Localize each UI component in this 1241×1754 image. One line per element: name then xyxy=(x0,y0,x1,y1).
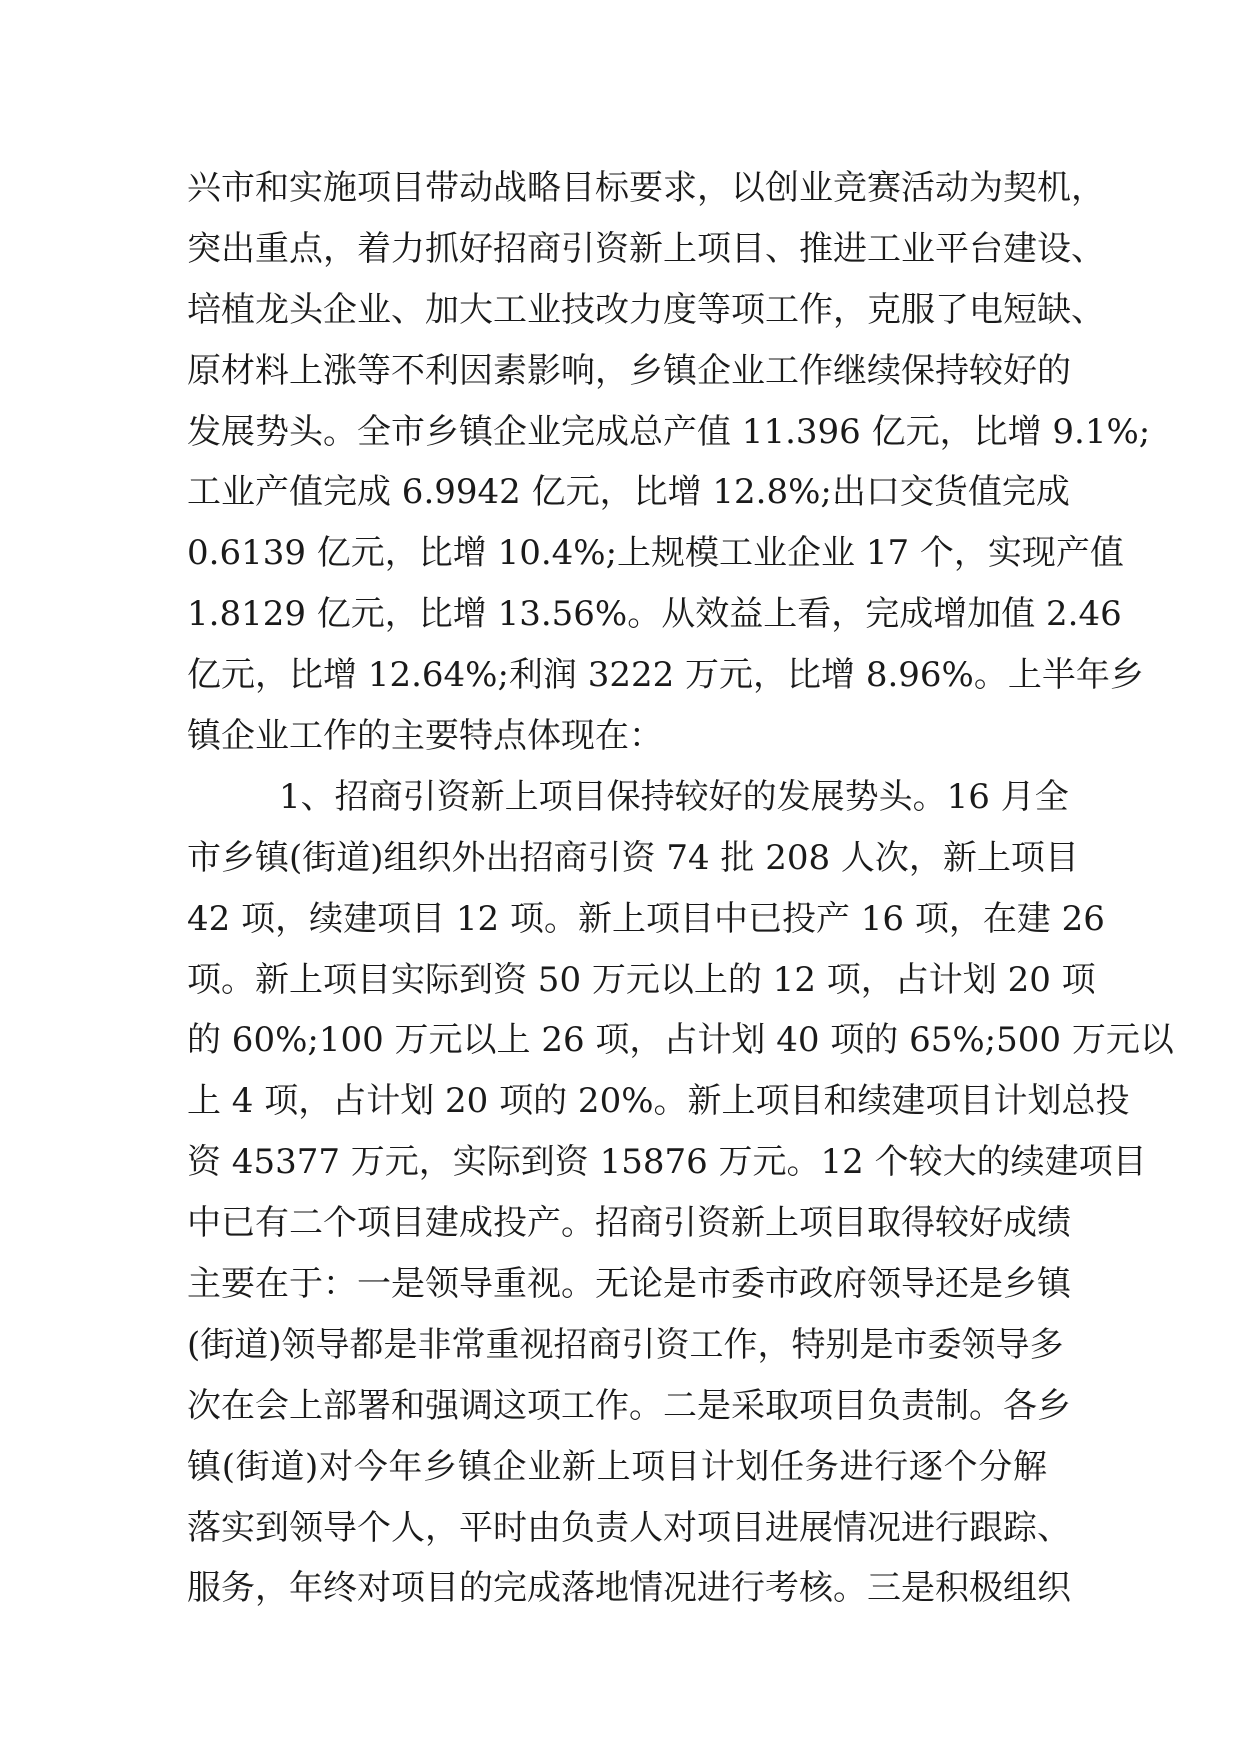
text-line: 42 项，续建项目 12 项。新上项目中已投产 16 项，在建 26 xyxy=(187,898,1105,939)
text-line: 发展势头。全市乡镇企业完成总产值 11.396 亿元，比增 9.1%; xyxy=(187,411,1151,452)
text-line: 工业产值完成 6.9942 亿元，比增 12.8%;出口交货值完成 xyxy=(187,472,1070,513)
text-line: 镇(街道)对今年乡镇企业新上项目计划任务进行逐个分解 xyxy=(187,1446,1047,1487)
text-line: 落实到领导个人，平时由负责人对项目进展情况进行跟踪、 xyxy=(187,1507,1071,1548)
text-line: 培植龙头企业、加大工业技改力度等项工作，克服了电短缺、 xyxy=(187,289,1105,330)
paragraph-first-line: 1、招商引资新上项目保持较好的发展势头。16 月全 xyxy=(279,776,1069,817)
text-line: 原材料上涨等不利因素影响，乡镇企业工作继续保持较好的 xyxy=(187,350,1071,391)
text-line: (街道)领导都是非常重视招商引资工作，特别是市委领导多 xyxy=(187,1324,1064,1365)
text-line: 主要在于：一是领导重视。无论是市委市政府领导还是乡镇 xyxy=(187,1264,1071,1305)
text-line: 突出重点，着力抓好招商引资新上项目、推进工业平台建设、 xyxy=(187,228,1105,269)
text-line: 市乡镇(街道)组织外出招商引资 74 批 208 人次，新上项目 xyxy=(187,837,1079,878)
text-line: 的 60%;100 万元以上 26 项，占计划 40 项的 65%;500 万元以 xyxy=(187,1020,1174,1061)
text-line: 上 4 项，占计划 20 项的 20%。新上项目和续建项目计划总投 xyxy=(187,1081,1130,1122)
document-body xyxy=(187,158,1174,1619)
text-line: 中已有二个项目建成投产。招商引资新上项目取得较好成绩 xyxy=(187,1203,1071,1244)
text-line: 1.8129 亿元，比增 13.56%。从效益上看，完成增加值 2.46 xyxy=(187,594,1122,635)
text-line: 亿元，比增 12.64%;利润 3222 万元，比增 8.96%。上半年乡 xyxy=(187,655,1144,696)
text-line: 服务，年终对项目的完成落地情况进行考核。三是积极组织 xyxy=(187,1568,1071,1609)
text-line: 次在会上部署和强调这项工作。二是采取项目负责制。各乡 xyxy=(187,1385,1071,1426)
text-line: 资 45377 万元，实际到资 15876 万元。12 个较大的续建项目 xyxy=(187,1142,1147,1183)
text-line: 0.6139 亿元，比增 10.4%;上规模工业企业 17 个，实现产值 xyxy=(187,533,1124,574)
text-line: 项。新上项目实际到资 50 万元以上的 12 项，占计划 20 项 xyxy=(187,959,1096,1000)
text-line: 镇企业工作的主要特点体现在： xyxy=(187,716,663,757)
text-line: 兴市和实施项目带动战略目标要求，以创业竞赛活动为契机， xyxy=(187,168,1105,208)
